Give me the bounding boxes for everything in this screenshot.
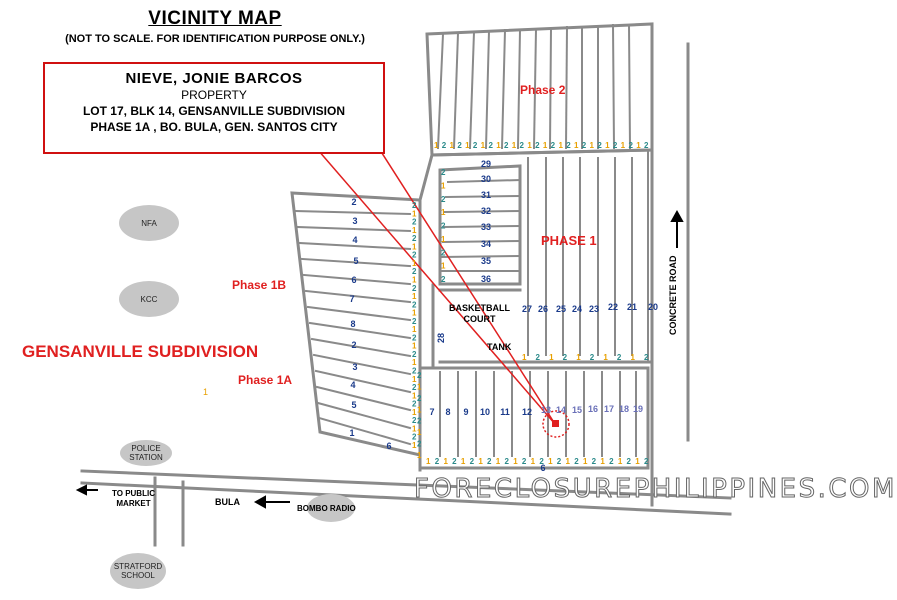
property-callout: [43, 62, 385, 154]
lot-mark: 2: [441, 275, 446, 284]
block-24: 24: [571, 304, 583, 314]
lot-mark: 1: [412, 407, 417, 417]
lot-mark: 2: [644, 353, 649, 362]
lot-mark: 2: [412, 300, 417, 310]
block-31: 31: [480, 190, 492, 200]
lot-mark: 1: [603, 353, 608, 362]
block-32: 32: [480, 206, 492, 216]
lot-mark: 2: [612, 141, 618, 150]
to-public-line-2: MARKET: [116, 499, 151, 508]
phase1-block-labels: [522, 302, 658, 314]
lot-mark: 1: [635, 457, 640, 466]
phase1-lot-lines: [528, 152, 648, 362]
phase1a-label: Phase 1A: [238, 373, 293, 387]
lot-mark: 2: [412, 432, 417, 442]
lot-mark: 2: [412, 283, 417, 293]
lot-mark: 1: [630, 353, 635, 362]
block-8: 8: [445, 407, 451, 417]
property-marker-icon: [552, 420, 559, 427]
lot-mark: 2: [417, 371, 422, 380]
lot-mark: 1: [417, 405, 422, 415]
map-title: VICINITY MAP: [148, 8, 282, 29]
lot-mark: 1: [527, 141, 532, 150]
lot-mark: 2: [566, 141, 571, 150]
lot-mark: 2: [626, 457, 632, 466]
lot-mark: 1: [412, 242, 417, 252]
lot-mark: 2: [412, 267, 417, 277]
lot-mark: 1: [620, 141, 626, 150]
lot-mark: 1: [412, 441, 417, 450]
lot-mark: 2: [452, 457, 457, 466]
lot-mark: 1: [417, 428, 422, 438]
lot-mark: 1: [574, 141, 579, 150]
nfa-label: NFA: [141, 218, 157, 228]
property-type: PROPERTY: [181, 88, 247, 102]
lot-mark: 2: [417, 439, 422, 449]
lot-mark: 2: [609, 457, 614, 466]
block-9: 9: [463, 407, 469, 417]
block-27: 27: [521, 304, 533, 314]
lot-mark: 2: [412, 349, 417, 359]
address-line-2: PHASE 1A , BO. BULA, GEN. SANTOS CITY: [90, 120, 338, 134]
block-28: 28: [436, 332, 446, 344]
block-1a-2: 2: [351, 340, 357, 350]
lot-mark: 2: [441, 221, 446, 231]
lot-mark: 1: [417, 451, 422, 460]
block-1b-6: 6: [351, 275, 357, 285]
lot-mark: 2: [550, 141, 556, 150]
lot-mark: 2: [469, 457, 475, 466]
lot-mark: 2: [574, 457, 579, 466]
block-36: 36: [480, 274, 492, 284]
bombo-radio-label: BOMBO RADIO: [297, 504, 356, 513]
lot-mark: 2: [597, 141, 602, 150]
lot-mark: 2: [539, 457, 544, 466]
block-20: 20: [647, 302, 659, 312]
lot-mark: 1: [412, 358, 417, 368]
lot-mark: 1: [426, 457, 431, 466]
block-34: 34: [480, 239, 492, 249]
landmark-nfa: [119, 205, 179, 241]
lot-mark: 1: [480, 141, 486, 150]
lot-mark: 1: [465, 141, 470, 150]
block-17: 17: [603, 404, 615, 414]
lot-mark: 2: [434, 457, 440, 466]
lot-mark: 2: [412, 217, 417, 227]
lot-mark: 2: [441, 141, 447, 150]
bula-label: BULA: [215, 497, 240, 507]
lot-mark: 1: [412, 374, 417, 384]
lot-mark: 1: [548, 457, 553, 466]
block-1a-5: 5: [351, 400, 357, 410]
lot-mark: 1: [441, 234, 446, 244]
block-1a-4: 4: [350, 380, 356, 390]
block-33: 33: [480, 222, 492, 232]
lot-mark: 1: [576, 353, 581, 362]
block-16: 16: [587, 404, 599, 414]
block-19: 19: [632, 404, 644, 414]
kcc-label: KCC: [140, 294, 158, 304]
lot-mark: 2: [417, 416, 422, 426]
lot-mark: 2: [412, 416, 417, 426]
lot-mark: 1: [412, 341, 417, 351]
court-line-2: COURT: [463, 314, 496, 324]
lot-mark: 1: [412, 225, 417, 235]
lot-mark: 2: [504, 457, 509, 466]
stratford-line-2: SCHOOL: [121, 571, 155, 580]
lot-mark: 2: [412, 201, 417, 210]
lot-mark: 2: [644, 141, 649, 150]
callout-pointer: [318, 150, 569, 437]
lot-mark: 2: [589, 353, 595, 362]
lot-mark: 2: [535, 141, 540, 150]
phase2-label: Phase 2: [520, 83, 566, 97]
to-public-line-1: TO PUBLIC: [112, 489, 155, 498]
lot-mark: 1: [412, 308, 417, 318]
block-1b-5: 5: [353, 256, 359, 266]
lot-mark: 1: [441, 261, 446, 271]
lot-mark: 1: [417, 382, 422, 392]
block-14: 14: [555, 405, 567, 415]
lot-mark: 1: [589, 141, 595, 150]
block-6-lower: 6: [540, 463, 546, 473]
lot-mark: 2: [472, 141, 478, 150]
block-12: 12: [521, 407, 533, 417]
lot-mark: 2: [441, 168, 446, 177]
lot-mark: 1: [434, 141, 439, 150]
lot-mark: 1: [412, 391, 417, 401]
lot-mark: 1: [441, 208, 446, 218]
lot-mark: 2: [412, 234, 417, 244]
lot-mark: 1: [617, 457, 623, 466]
court-line-1: BASKETBALL: [449, 303, 510, 313]
lot-mark: 1: [636, 141, 641, 150]
lot-mark: 1: [460, 457, 466, 466]
road-phase1-left: [420, 155, 432, 200]
phase1b-label: Phase 1B: [232, 278, 287, 292]
to-public-market-label: [112, 489, 155, 509]
lot-mark: 1: [443, 457, 448, 466]
lot-mark: 2: [412, 250, 417, 260]
police-line-2: STATION: [129, 453, 163, 462]
lot-mark: 2: [591, 457, 597, 466]
block-29: 29: [480, 159, 492, 169]
lot-mark: 2: [581, 141, 587, 150]
lot-mark: 2: [644, 457, 649, 466]
lot-mark: 2: [457, 141, 462, 150]
lot-mark: 1: [600, 457, 605, 466]
lot-mark: 1: [513, 457, 518, 466]
lot-mark: 2: [441, 248, 446, 258]
lot-mark: 1: [412, 275, 417, 285]
owner-name: NIEVE, JONIE BARCOS: [125, 70, 303, 87]
landmark-police-station: [120, 440, 172, 466]
lot-mark: 1: [542, 141, 548, 150]
road-phase1-top: [432, 150, 652, 155]
lot-mark: 1: [412, 424, 417, 434]
lot-mark: 2: [412, 399, 417, 409]
lot-mark: 1: [441, 181, 446, 191]
lot-mark: 2: [488, 141, 493, 150]
lot-mark: 2: [628, 141, 633, 150]
phase1a-block-outline: [420, 368, 648, 468]
lot-mark: 1: [449, 141, 455, 150]
lot-mark: 1: [565, 457, 570, 466]
lot-mark: 1: [478, 457, 483, 466]
block-6: 6: [386, 441, 392, 451]
lot-mark: 2: [412, 316, 417, 326]
lot-mark: 1: [412, 258, 417, 268]
lot-mark: 2: [535, 353, 541, 362]
block-35: 35: [480, 256, 492, 266]
concrete-road-label: CONCRETE ROAD: [668, 255, 678, 335]
block-18: 18: [618, 404, 630, 414]
block-30: 30: [480, 174, 492, 184]
address-line-1: LOT 17, BLK 14, GENSANVILLE SUBDIVISION: [82, 104, 346, 118]
basketball-court-label: [449, 303, 510, 325]
stratford-line-1: STRATFORD: [113, 562, 163, 571]
tank-label: TANK: [487, 342, 512, 352]
block-1a-1: 1: [349, 428, 355, 438]
lot-mark: 2: [556, 457, 562, 466]
lot-mark: 2: [616, 353, 622, 362]
block-1a-3: 3: [352, 362, 358, 372]
police-line-1: POLICE: [131, 444, 161, 453]
lot-mark: 1: [558, 141, 563, 150]
block-7: 7: [429, 407, 435, 417]
lot-mark: 1: [605, 141, 610, 150]
phase1-label: PHASE 1: [541, 233, 597, 248]
lot-mark: 2: [562, 353, 568, 362]
block-21: 21: [626, 302, 638, 312]
block-1b-7: 7: [349, 294, 355, 304]
block-11: 11: [500, 407, 510, 417]
subdivision-label: GENSANVILLE SUBDIVISION: [22, 342, 259, 361]
landmark-kcc: [119, 281, 179, 317]
lot-mark: 1: [496, 141, 501, 150]
block-10: 10: [479, 407, 491, 417]
landmark-stratford-school: [110, 553, 166, 589]
lot-mark: 1: [495, 457, 501, 466]
block-1b-3: 3: [352, 216, 358, 226]
lot-mark: 1: [511, 141, 517, 150]
lot-mark: 2: [487, 457, 492, 466]
lot-mark: 1: [530, 457, 536, 466]
block-25: 25: [555, 304, 567, 314]
lot-mark: 1: [412, 209, 417, 219]
watermark: FORECLOSUREPHILIPPINES.COM: [414, 474, 897, 504]
block-15: 15: [571, 405, 583, 415]
lot-mark: 2: [521, 457, 527, 466]
lot-mark: 2: [412, 366, 417, 376]
lot-mark: 1: [582, 457, 588, 466]
lot-mark: 1: [412, 292, 417, 302]
map-subtitle: (NOT TO SCALE. FOR IDENTIFICATION PURPOSE ONLY.): [65, 33, 365, 45]
stray-lot-1: 1: [203, 387, 209, 397]
block-1b-4: 4: [352, 235, 358, 245]
lot-mark: 2: [519, 141, 525, 150]
block-1b-2: 2: [351, 197, 357, 207]
lot-mark: 1: [412, 325, 417, 335]
block-26: 26: [537, 304, 549, 314]
lot-mark: 1: [549, 353, 554, 362]
block-13: 13: [540, 405, 552, 415]
block-29-36-labels: [481, 159, 491, 284]
lot-mark: 2: [417, 393, 422, 403]
phase1a-block-labels: [429, 404, 643, 417]
lot-mark: 2: [441, 194, 446, 204]
block-22: 22: [607, 302, 619, 312]
lot-mark: 2: [412, 333, 417, 343]
lot-mark: 1: [522, 353, 527, 362]
lot-mark: 2: [412, 383, 417, 393]
block-1b-8: 8: [350, 319, 356, 329]
lot-mark: 2: [504, 141, 509, 150]
phase1a-lot-lines: [440, 372, 636, 456]
block-23: 23: [588, 304, 600, 314]
